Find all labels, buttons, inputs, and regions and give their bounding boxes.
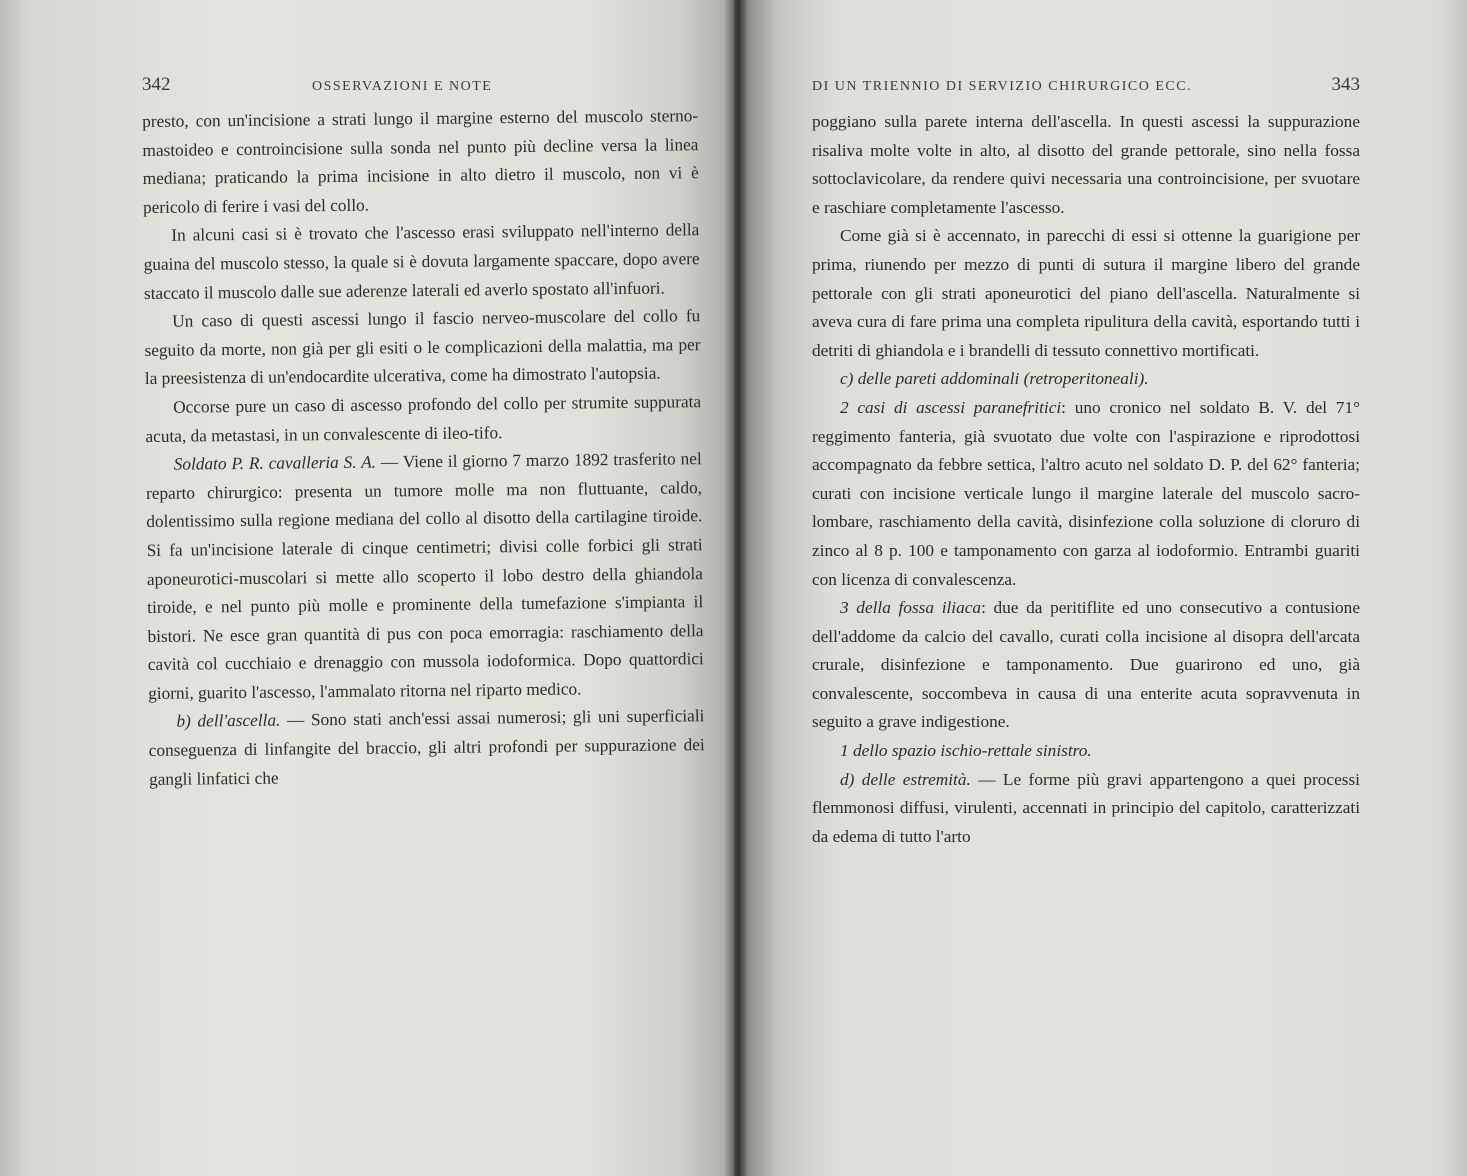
paragraph: presto, con un'incisione a strati lungo il margine esterno del muscolo sterno-mastoideo e controincisione sulla sonda nel punto più decline versa la linea mediana; praticando la prima incisione in alto dietro il muscolo, non vi è pericolo di ferire i vasi del collo. (142, 106, 699, 217)
section-heading: b) dell'ascella. (176, 711, 281, 732)
case-heading: 1 dello spazio ischio-rettale sinistro. (840, 741, 1092, 761)
left-page-body (142, 102, 705, 794)
paragraph (812, 365, 1360, 394)
page-number: 342 (142, 74, 171, 95)
paragraph: poggiano sulla parete interna dell'ascella. In questi ascessi la suppurazione risaliva molte volte in alto, al disotto del grande pettorale, sino nella fossa sottoclavicolare, da rendere quivi necessaria una controincisione, per svuotare e raschiare completamente l'ascesso. (812, 112, 1360, 217)
paragraph: 3 della fossa iliaca: due da peritiflite ed uno consecutivo a contusione dell'addome da calcio del cavallo, curati colla incisione al disopra dell'arcata crurale, disinfezione e tamponamento. Due guarirono ed uno, già convalescente, soccombeva in causa di una enterite acuta sopravvenuta in seguito a grave indigestione. (812, 598, 1360, 732)
case-heading: Soldato P. R. cavalleria S. A. (173, 452, 377, 474)
paragraph: Occorse pure un caso di ascesso profondo del collo per strumite suppurata acuta, da metastasi, in un convalescente di ileo-tifo. (145, 392, 702, 446)
case-heading: 2 casi di ascessi paranefritici (840, 397, 1062, 417)
right-page-header (812, 74, 1360, 106)
paragraph: Come già si è accennato, in parecchi di essi si ottenne la guarigione per prima, riunendo per mezzo di punti di sutura il margine libero del grande pettorale con gli strati aponeurotici del piano dell'ascella. Naturalmente si aveva cura di fare prima una completa ripulitura della cavità, esportando tutti i detriti di ghiandola e i brandelli di tessuto connettivo mortificati. (812, 226, 1360, 360)
right-page (734, 0, 1467, 1176)
paragraph (812, 737, 1360, 766)
running-head: DI UN TRIENNIO DI SERVIZIO CHIRURGICO ECC. (812, 79, 1193, 94)
section-heading: d) delle estremità. (840, 769, 971, 789)
paragraph: 2 casi di ascessi paranefritici: uno cronico nel soldato B. V. del 71° reggimento fanteria, già svuotato due volte con l'aspirazione e riprodottosi accompagnato da febbre settica, l'altro acuto nel soldato D. P. del 62° fanteria; curati con incisione verticale lungo il margine laterale del muscolo sacro-lombare, raschiamento della cavità, disinfezione colla soluzione di cloruro di zinco al 8 p. 100 e tamponamento con garza al iodoformio. Entrambi guariti con licenza di convalescenza. (812, 397, 1360, 589)
section-heading: c) delle pareti addominali (retroperitoneali). (840, 369, 1149, 389)
page-number: 343 (1331, 74, 1360, 95)
paragraph: Un caso di questi ascessi lungo il fascio nerveo-muscolare del collo fu seguito da morte, non già per gli esiti o le complicazioni della malattia, ma per la preesistenza di un'endocardite ulcerativa, come ha dimostrato l'autopsia. (144, 306, 701, 389)
paragraph: d) delle estremità. — Le forme più gravi appartengono a quei processi flemmonosi diffusi, virulenti, accennati in principio del capitolo, caratterizzati da edema di tutto l'arto (812, 769, 1360, 846)
left-page-header (142, 74, 698, 106)
case-heading: 3 della fossa iliaca (840, 598, 982, 618)
paragraph: In alcuni casi si è trovato che l'ascesso erasi sviluppato nell'interno della guaina del muscolo stesso, la quale si è dovuta largamente spaccare, dopo avere staccato il muscolo dalle sue aderenze laterali ed averlo spostato all'infuori. (143, 220, 700, 303)
paragraph: Soldato P. R. cavalleria S. A. — Viene il giorno 7 marzo 1892 trasferito nel reparto chirurgico: presenta un tumore molle ma non fluttuante, caldo, dolentissimo sulla regione mediana del collo al disotto della cartilagine tiroide. Si fa un'incisione laterale di cinque centimetri; divisi colle forbici gli strati aponeurotici-muscolari si mette allo scoperto il lobo destro della ghiandola tiroide, e nel punto più molle e prominente della tumefazione s'impianta il bistori. Ne esce gran quantità di pus con poca emorragia: raschiamento della cavità col cucchiaio e drenaggio con mussola iodoformica. Dopo quattordici giorni, guarito l'ascesso, l'ammalato ritorna nel riparto medico. (145, 449, 704, 703)
right-page-body (812, 108, 1360, 851)
book-gutter (724, 0, 748, 1176)
paragraph: b) dell'ascella. — Sono stati anch'essi assai numerosi; gli uni superficiali conseguenza di linfangite del braccio, gli altri profondi per suppurazione dei gangli linfatici che (148, 706, 705, 789)
running-head: OSSERVAZIONI E NOTE (312, 79, 493, 94)
